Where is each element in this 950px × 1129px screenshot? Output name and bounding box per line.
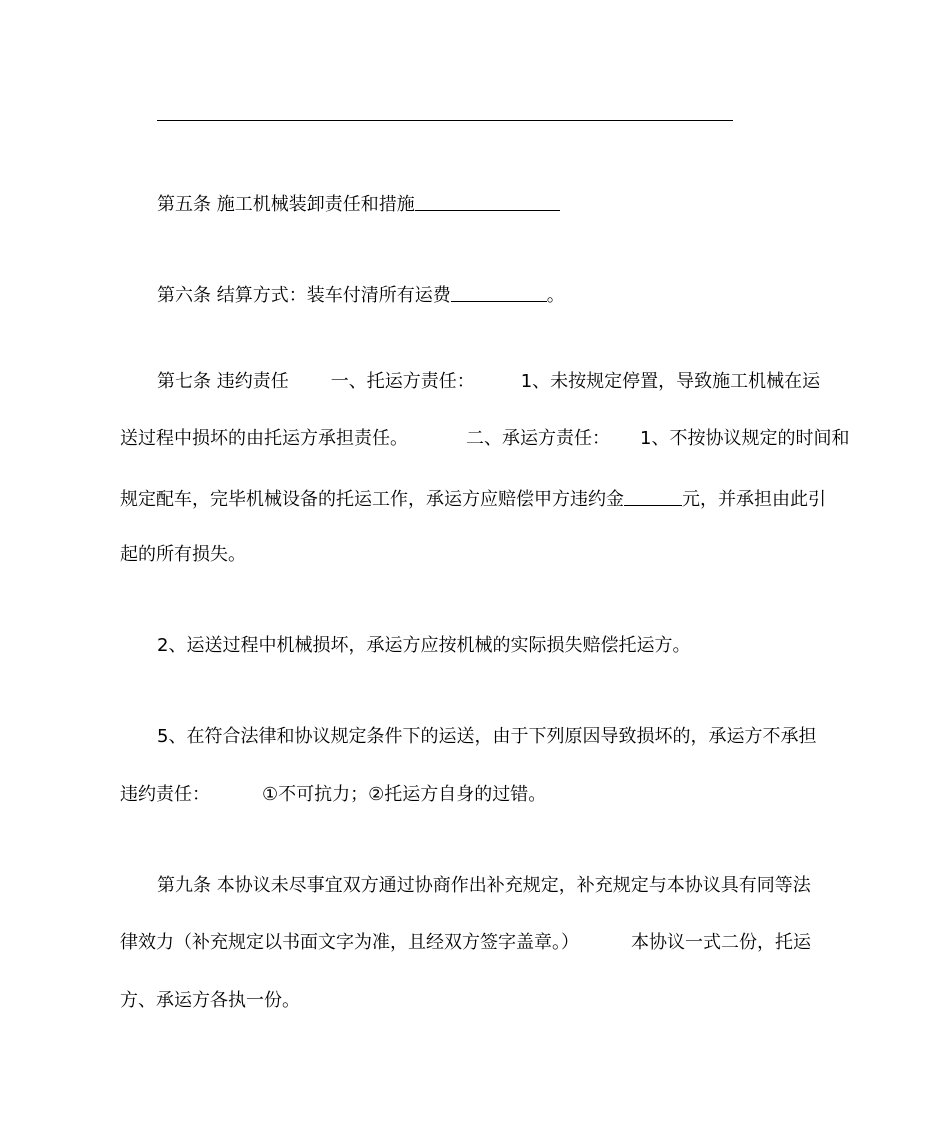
- item-5-text: 5、在符合法律和协议规定条件下的运送，由于下列原因导致损坏的，承运方不承担: [157, 726, 817, 747]
- signature-blank-line: [157, 120, 733, 121]
- article-5-line: [120, 189, 832, 218]
- item-5-text: 违约责任：: [120, 784, 210, 805]
- exemption-list: ①不可抗力；②托运方自身的过错。: [262, 784, 547, 805]
- article-9-line-2: [120, 930, 832, 956]
- article-9-text: 第九条 本协议未尽事宜双方通过协商作出补充规定，补充规定与本协议具有同等法: [157, 875, 811, 896]
- article-7-line-1: [120, 369, 832, 395]
- article-5-text: 第五条 施工机械装卸责任和措施: [157, 194, 415, 215]
- item-5-line-1: [120, 724, 832, 750]
- carrier-liability-heading: 二、承运方责任：: [466, 428, 610, 449]
- article-7-text: 规定配车，完毕机械设备的托运工作，承运方应赔偿甲方违约金: [120, 489, 624, 510]
- item-2-text: 2、运送过程中机械损坏，承运方应按机械的实际损失赔偿托运方。: [157, 635, 691, 656]
- article-7-text: 元，并承担由此引: [682, 489, 826, 510]
- consignor-liability-item-1: 1、未按规定停置，导致施工机械在运: [520, 371, 821, 392]
- article-6-line: [120, 280, 832, 309]
- article-9-text: 律效力（补充规定以书面文字为准，且经双方签字盖章。）: [120, 932, 579, 953]
- article-9-line-3: [120, 988, 832, 1014]
- article-7-line-2: [120, 426, 850, 452]
- consignor-liability-heading: 一、托运方责任：: [330, 371, 475, 392]
- carrier-liability-item-1: 1、不按协议规定的时间和: [640, 428, 850, 449]
- fill-in-blank[interactable]: [451, 281, 547, 302]
- fill-in-blank[interactable]: [415, 190, 560, 211]
- item-5-line-2: [120, 782, 832, 808]
- article-9-line-1: [120, 873, 832, 899]
- item-2-line: [120, 633, 832, 659]
- article-7-text: 起的所有损失。: [120, 544, 246, 565]
- article-6-suffix: 。: [546, 285, 565, 306]
- article-7-text: 送过程中损坏的由托运方承担责任。: [120, 428, 408, 449]
- article-7-line-4: [120, 542, 832, 568]
- article-7-heading: 第七条 违约责任: [157, 371, 289, 392]
- article-7-line-3: [120, 484, 832, 513]
- article-9-text: 方、承运方各执一份。: [120, 990, 300, 1011]
- article-9-text: 本协议一式二份，托运: [631, 932, 811, 953]
- penalty-amount-blank[interactable]: [624, 485, 682, 506]
- article-6-text: 第六条 结算方式：装车付清所有运费: [157, 285, 451, 306]
